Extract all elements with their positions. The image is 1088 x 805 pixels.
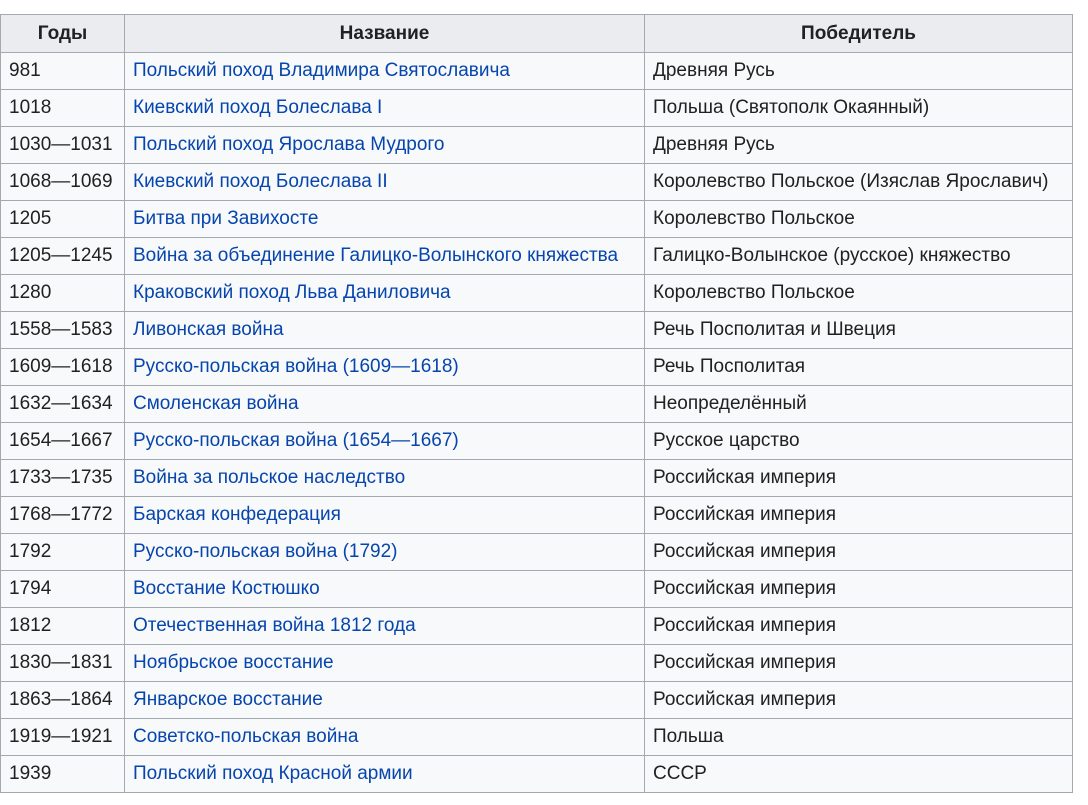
war-link[interactable]: Смоленская война: [133, 393, 299, 414]
years-cell: 1609—1618: [1, 349, 125, 386]
name-cell: [125, 164, 645, 201]
years-cell: 1632—1634: [1, 386, 125, 423]
name-cell: [125, 756, 645, 793]
war-link[interactable]: Битва при Завихосте: [133, 208, 319, 229]
winner-cell: Речь Посполитая и Швеция: [645, 312, 1073, 349]
war-link[interactable]: Ноябрьское восстание: [133, 652, 334, 673]
table-row: [1, 571, 1073, 608]
wars-table: [0, 14, 1073, 793]
table-row: [1, 127, 1073, 164]
years-cell: 1018: [1, 90, 125, 127]
table-row: [1, 238, 1073, 275]
name-cell: [125, 645, 645, 682]
war-link[interactable]: Киевский поход Болеслава II: [133, 171, 388, 192]
years-cell: 1863—1864: [1, 682, 125, 719]
column-header-winner[interactable]: Победитель: [645, 15, 1073, 53]
years-cell: 1030—1031: [1, 127, 125, 164]
name-cell: [125, 608, 645, 645]
winner-cell: Российская империя: [645, 645, 1073, 682]
name-cell: [125, 349, 645, 386]
name-cell: [125, 423, 645, 460]
winner-cell: Древняя Русь: [645, 53, 1073, 90]
years-cell: 1558—1583: [1, 312, 125, 349]
war-link[interactable]: Барская конфедерация: [133, 504, 341, 525]
table-row: [1, 312, 1073, 349]
name-cell: [125, 53, 645, 90]
winner-cell: Польша (Святополк Окаянный): [645, 90, 1073, 127]
table-row: [1, 756, 1073, 793]
winner-cell: Русское царство: [645, 423, 1073, 460]
name-cell: [125, 127, 645, 164]
war-link[interactable]: Краковский поход Льва Даниловича: [133, 282, 451, 303]
winner-cell: Неопределённый: [645, 386, 1073, 423]
winner-cell: Польша: [645, 719, 1073, 756]
name-cell: [125, 275, 645, 312]
years-cell: 1939: [1, 756, 125, 793]
table-row: [1, 682, 1073, 719]
table-body: [1, 53, 1073, 793]
years-cell: 1280: [1, 275, 125, 312]
years-cell: 1919—1921: [1, 719, 125, 756]
table-row: [1, 460, 1073, 497]
years-cell: 1205—1245: [1, 238, 125, 275]
years-cell: 981: [1, 53, 125, 90]
table-row: [1, 164, 1073, 201]
years-cell: 1830—1831: [1, 645, 125, 682]
table-row: [1, 386, 1073, 423]
name-cell: [125, 460, 645, 497]
name-cell: [125, 682, 645, 719]
winner-cell: Российская империя: [645, 534, 1073, 571]
name-cell: [125, 201, 645, 238]
name-cell: [125, 719, 645, 756]
years-cell: 1794: [1, 571, 125, 608]
winner-cell: Российская империя: [645, 682, 1073, 719]
name-cell: [125, 534, 645, 571]
years-cell: 1768—1772: [1, 497, 125, 534]
name-cell: [125, 386, 645, 423]
name-cell: [125, 312, 645, 349]
table-row: [1, 497, 1073, 534]
years-cell: 1068—1069: [1, 164, 125, 201]
war-link[interactable]: Русско-польская война (1792): [133, 541, 398, 562]
winner-cell: Древняя Русь: [645, 127, 1073, 164]
war-link[interactable]: Польский поход Красной армии: [133, 763, 413, 784]
table-header-row: [1, 15, 1073, 53]
war-link[interactable]: Польский поход Ярослава Мудрого: [133, 134, 445, 155]
war-link[interactable]: Война за объединение Галицко-Волынского княжества: [133, 245, 619, 266]
war-link[interactable]: Ливонская война: [133, 319, 284, 340]
name-cell: [125, 238, 645, 275]
name-cell: [125, 497, 645, 534]
years-cell: 1812: [1, 608, 125, 645]
war-link[interactable]: Советско-польская война: [133, 726, 359, 747]
war-link[interactable]: Киевский поход Болеслава I: [133, 97, 383, 118]
years-cell: 1205: [1, 201, 125, 238]
name-cell: [125, 90, 645, 127]
winner-cell: Королевство Польское: [645, 201, 1073, 238]
winner-cell: Российская империя: [645, 608, 1073, 645]
winner-cell: Королевство Польское: [645, 275, 1073, 312]
winner-cell: Российская империя: [645, 497, 1073, 534]
table-row: [1, 90, 1073, 127]
table-row: [1, 719, 1073, 756]
table-row: [1, 423, 1073, 460]
table-row: [1, 275, 1073, 312]
table-row: [1, 534, 1073, 571]
table-row: [1, 53, 1073, 90]
name-cell: [125, 571, 645, 608]
column-header-years[interactable]: Годы: [1, 15, 125, 53]
war-link[interactable]: Январское восстание: [133, 689, 323, 710]
war-link[interactable]: Восстание Костюшко: [133, 578, 320, 599]
war-link[interactable]: Отечественная война 1812 года: [133, 615, 416, 636]
winner-cell: СССР: [645, 756, 1073, 793]
war-link[interactable]: Война за польское наследство: [133, 467, 406, 488]
table-row: [1, 201, 1073, 238]
war-link[interactable]: Русско-польская война (1609—1618): [133, 356, 459, 377]
war-link[interactable]: Польский поход Владимира Святославича: [133, 60, 510, 81]
winner-cell: Российская империя: [645, 460, 1073, 497]
war-link[interactable]: Русско-польская война (1654—1667): [133, 430, 459, 451]
years-cell: 1654—1667: [1, 423, 125, 460]
table-row: [1, 349, 1073, 386]
years-cell: 1792: [1, 534, 125, 571]
winner-cell: Галицко-Волынское (русское) княжество: [645, 238, 1073, 275]
years-cell: 1733—1735: [1, 460, 125, 497]
winner-cell: Российская империя: [645, 571, 1073, 608]
table-row: [1, 645, 1073, 682]
column-header-name[interactable]: Название: [125, 15, 645, 53]
winner-cell: Королевство Польское (Изяслав Ярославич): [645, 164, 1073, 201]
winner-cell: Речь Посполитая: [645, 349, 1073, 386]
table-row: [1, 608, 1073, 645]
